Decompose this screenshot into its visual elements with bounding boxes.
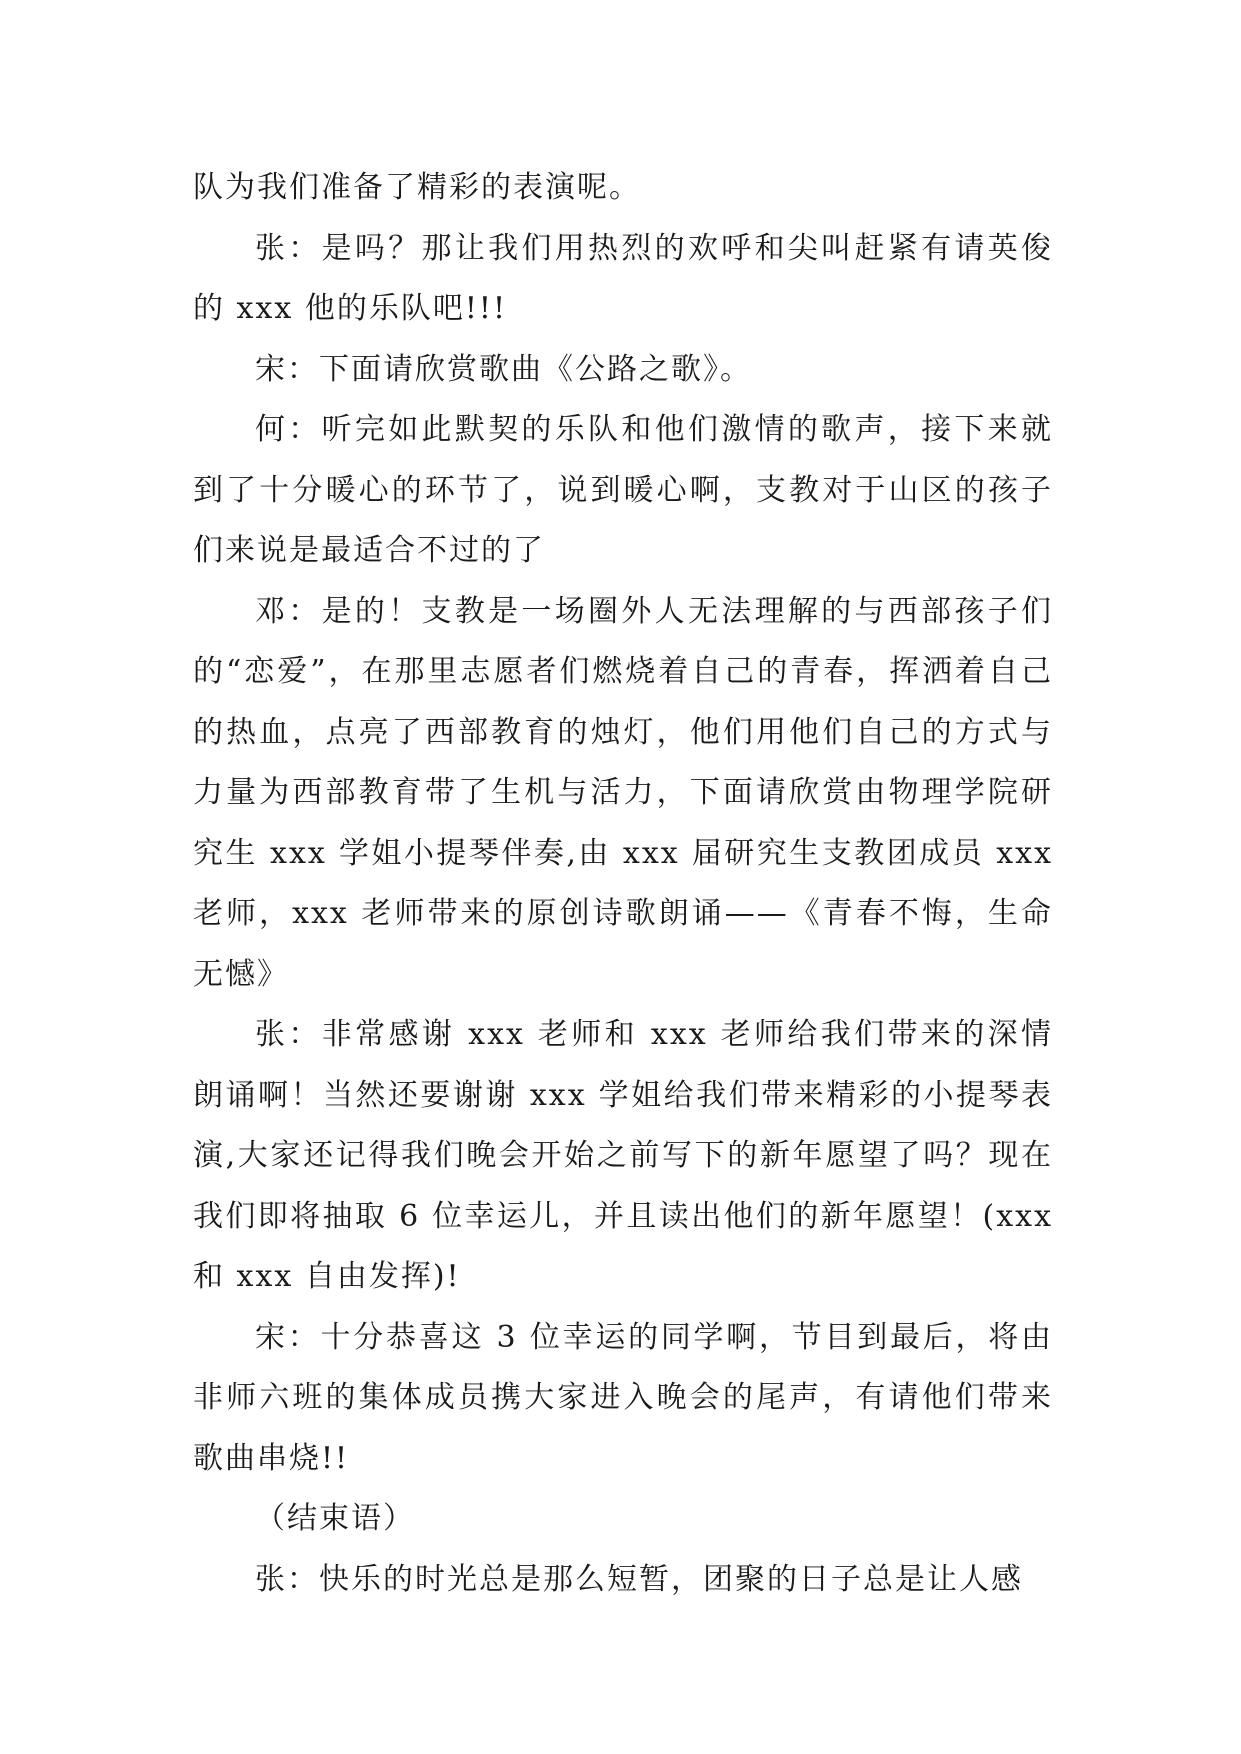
document-body (193, 158, 1053, 1610)
paragraph-8: （结束语） (255, 1501, 415, 1536)
paragraph-6: 张：非常感谢 xxx 老师和 xxx 老师给我们带来的深情朗诵啊！当然还要谢谢 xxx 学姐给我们带来精彩的小提琴表演,大家还记得我们晚会开始之前写下的新年愿望了吗？现在我们即将抽取 6 位幸运儿，并且读出他们的新年愿望！(xxx和 xxx 自由发挥)! (193, 1017, 1053, 1294)
paragraph-9: 张：快乐的时光总是那么短暂，团聚的日子总是让人感 (255, 1561, 1023, 1597)
paragraph-1: 队为我们准备了精彩的表演呢。 (193, 170, 641, 205)
paragraph-4: 何：听完如此默契的乐队和他们激情的歌声，接下来就到了十分暖心的环节了，说到暖心啊，支教对于山区的孩子们来说是最适合不过的了 (193, 412, 1053, 568)
paragraph-7: 宋：十分恭喜这 3 位幸运的同学啊，节目到最后，将由非师六班的集体成员携大家进入晚会的尾声，有请他们带来歌曲串烧!! (193, 1319, 1053, 1476)
paragraph-3: 宋：下面请欣赏歌曲《公路之歌》。 (255, 351, 752, 387)
paragraph-5: 邓：是的！支教是一场圈外人无法理解的与西部孩子们的“恋爱”，在那里志愿者们燃烧着自己的青春，挥洒着自己的热血，点亮了西部教育的烛灯，他们用他们自己的方式与力量为西部教育带了生机与活力，下面请欣赏由物理学院研究生 xxx 学姐小提琴伴奏,由 xxx 届研究生支教团成员 xxx 老师，xxx 老师带来的原创诗歌朗诵——《青春不悔，生命无憾》 (193, 593, 1053, 992)
paragraph-2: 张：是吗？那让我们用热烈的欢呼和尖叫赶紧有请英俊的 xxx 他的乐队吧!!! (193, 230, 1053, 326)
